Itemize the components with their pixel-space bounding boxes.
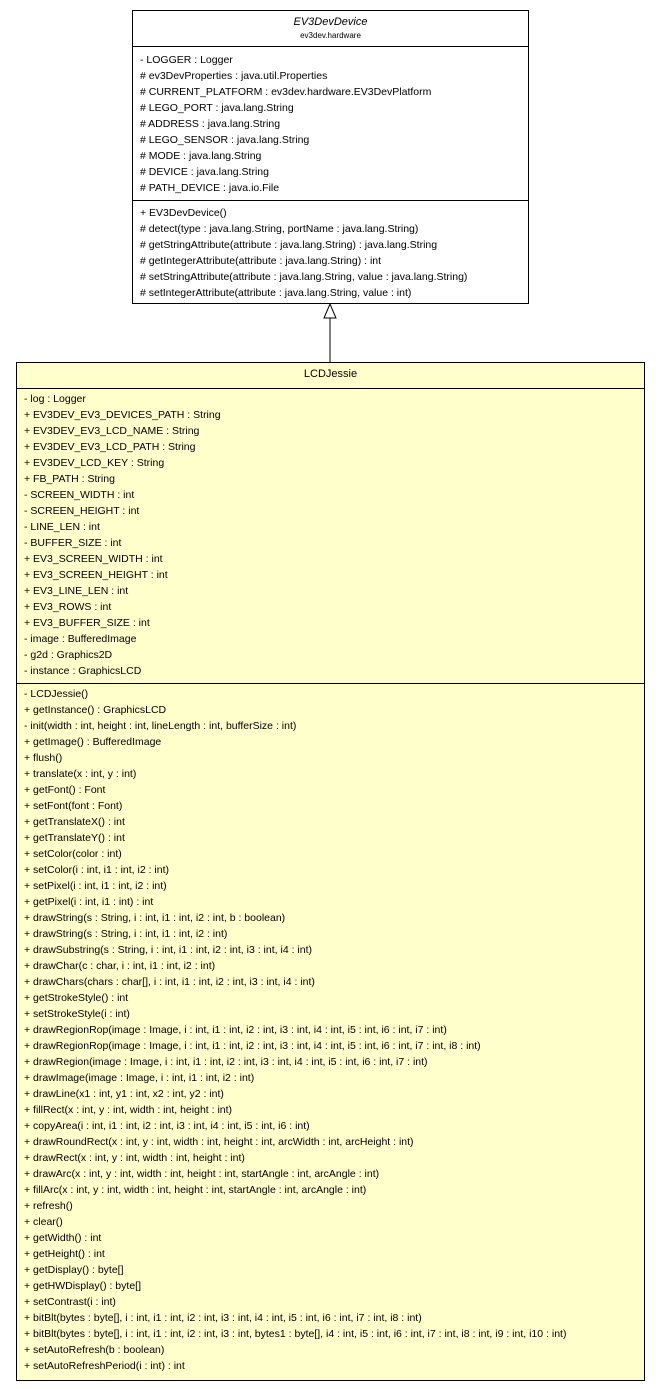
- operation-row: + bitBlt(bytes : byte[], i : int, i1 : int, i2 : int, i3 : int, i4 : int, i5 : int, i6 : int, i7 : int, i8 : int): [24, 1312, 422, 1324]
- operation-row: + drawRegionRop(image : Image, i : int, i1 : int, i2 : int, i3 : int, i4 : int, i5 : int, i6 : int, i7 : int, i8 : int): [24, 1040, 481, 1052]
- operation-row: + getFont() : Font: [24, 784, 106, 796]
- attribute-row: - SCREEN_HEIGHT : int: [24, 505, 140, 517]
- attribute-row: - LOGGER : Logger: [140, 54, 233, 66]
- operation-row: + setAutoRefreshPeriod(i : int) : int: [24, 1360, 185, 1372]
- attributes-section: [17, 389, 644, 683]
- operation-row: + setColor(color : int): [24, 848, 122, 860]
- attribute-row: - SCREEN_WIDTH : int: [24, 489, 135, 501]
- attribute-row: + EV3DEV_EV3_LCD_PATH : String: [24, 441, 196, 453]
- operation-row: + getHWDisplay() : byte[]: [24, 1280, 141, 1292]
- attribute-row: + EV3_LINE_LEN : int: [24, 585, 129, 597]
- attribute-row: - LINE_LEN : int: [24, 521, 100, 533]
- class-box-ev3devdevice[interactable]: [132, 10, 529, 304]
- attribute-row: + EV3_BUFFER_SIZE : int: [24, 617, 150, 629]
- operation-row: + drawString(s : String, i : int, i1 : int, i2 : int): [24, 928, 228, 940]
- attribute-row: # ADDRESS : java.lang.String: [140, 118, 281, 130]
- attribute-row: - log : Logger: [24, 393, 86, 405]
- operation-row: + drawImage(image : Image, i : int, i1 : int, i2 : int): [24, 1072, 255, 1084]
- operation-row: + drawRegion(image : Image, i : int, i1 : int, i2 : int, i3 : int, i4 : int, i5 : int, i6 : int, i7 : int): [24, 1056, 428, 1068]
- class-box-lcdjessie[interactable]: [16, 362, 645, 1381]
- attribute-row: + FB_PATH : String: [24, 473, 115, 485]
- operation-row: + drawChars(chars : char[], i : int, i1 : int, i2 : int, i3 : int, i4 : int): [24, 976, 315, 988]
- operation-row: - init(width : int, height : int, lineLength : int, bufferSize : int): [24, 720, 297, 732]
- attribute-row: # LEGO_PORT : java.lang.String: [140, 102, 294, 114]
- attribute-row: + EV3_SCREEN_WIDTH : int: [24, 553, 163, 565]
- operation-row: + drawLine(x1 : int, y1 : int, x2 : int, y2 : int): [24, 1088, 224, 1100]
- operation-row: + drawArc(x : int, y : int, width : int, height : int, startAngle : int, arcAngle : int): [24, 1168, 380, 1180]
- operation-row: + drawRoundRect(x : int, y : int, width : int, height : int, arcWidth : int, arcHeight : int): [24, 1136, 414, 1148]
- operation-row: + copyArea(i : int, i1 : int, i2 : int, i3 : int, i4 : int, i5 : int, i6 : int): [24, 1120, 310, 1132]
- attribute-row: + EV3_ROWS : int: [24, 601, 112, 613]
- operation-row: + getWidth() : int: [24, 1232, 102, 1244]
- operation-row: # setStringAttribute(attribute : java.lang.String, value : java.lang.String): [140, 271, 468, 283]
- operation-row: + drawRect(x : int, y : int, width : int, height : int): [24, 1152, 245, 1164]
- operation-row: + getStrokeStyle() : int: [24, 992, 129, 1004]
- operation-row: # detect(type : java.lang.String, portName : java.lang.String): [140, 223, 419, 235]
- operation-row: + drawRegionRop(image : Image, i : int, i1 : int, i2 : int, i3 : int, i4 : int, i5 : int, i6 : int, i7 : int): [24, 1024, 447, 1036]
- attribute-row: # MODE : java.lang.String: [140, 150, 262, 162]
- operation-row: - LCDJessie(): [24, 688, 89, 700]
- attribute-row: - g2d : Graphics2D: [24, 649, 113, 661]
- attribute-row: # ev3DevProperties : java.util.Properties: [140, 70, 328, 82]
- operation-row: + getPixel(i : int, i1 : int) : int: [24, 896, 154, 908]
- operation-row: + setAutoRefresh(b : boolean): [24, 1344, 165, 1356]
- operation-row: + getTranslateY() : int: [24, 832, 125, 844]
- operation-row: + clear(): [24, 1216, 63, 1228]
- operation-row: + setColor(i : int, i1 : int, i2 : int): [24, 864, 170, 876]
- class-package: ev3dev.hardware: [300, 31, 361, 40]
- operation-row: + drawChar(c : char, i : int, i1 : int, i2 : int): [24, 960, 216, 972]
- operation-row: + setPixel(i : int, i1 : int, i2 : int): [24, 880, 167, 892]
- operation-row: + bitBlt(bytes : byte[], i : int, i1 : int, i2 : int, i3 : int, bytes1 : byte[], i4 : int, i5 : int, i6 : int, i7 : int, i8 : int, i9 : int, i10 : int): [24, 1328, 567, 1340]
- attribute-row: - instance : GraphicsLCD: [24, 665, 142, 677]
- attributes-section: [133, 47, 528, 200]
- attribute-row: # DEVICE : java.lang.String: [140, 166, 269, 178]
- attribute-row: - image : BufferedImage: [24, 633, 137, 645]
- attribute-row: - BUFFER_SIZE : int: [24, 537, 122, 549]
- operation-row: + getTranslateX() : int: [24, 816, 125, 828]
- attribute-row: + EV3DEV_EV3_DEVICES_PATH : String: [24, 409, 221, 421]
- operation-row: # setIntegerAttribute(attribute : java.lang.String, value : int): [140, 287, 412, 299]
- operations-section: [17, 683, 644, 1378]
- inheritance-arrowhead: [324, 304, 336, 318]
- class-header: LCDJessie: [17, 363, 644, 389]
- operation-row: + drawString(s : String, i : int, i1 : int, i2 : int, b : boolean): [24, 912, 286, 924]
- operation-row: + fillArc(x : int, y : int, width : int, height : int, startAngle : int, arcAngle : int): [24, 1184, 367, 1196]
- operation-row: + getDisplay() : byte[]: [24, 1264, 124, 1276]
- class-header: [133, 11, 528, 47]
- attribute-row: # LEGO_SENSOR : java.lang.String: [140, 134, 310, 146]
- operation-row: # getIntegerAttribute(attribute : java.lang.String) : int: [140, 255, 382, 267]
- attribute-row: + EV3DEV_LCD_KEY : String: [24, 457, 165, 469]
- operation-row: + setFont(font : Font): [24, 800, 123, 812]
- operation-row: + refresh(): [24, 1200, 73, 1212]
- operation-row: + flush(): [24, 752, 63, 764]
- operation-row: + getImage() : BufferedImage: [24, 736, 162, 748]
- operation-row: + fillRect(x : int, y : int, width : int, height : int): [24, 1104, 233, 1116]
- attribute-row: + EV3DEV_EV3_LCD_NAME : String: [24, 425, 200, 437]
- attribute-row: # PATH_DEVICE : java.io.File: [140, 182, 280, 194]
- operation-row: + EV3DevDevice(): [140, 207, 227, 219]
- attribute-row: + EV3_SCREEN_HEIGHT : int: [24, 569, 168, 581]
- operation-row: + translate(x : int, y : int): [24, 768, 137, 780]
- operation-row: + getHeight() : int: [24, 1248, 105, 1260]
- operation-row: # getStringAttribute(attribute : java.lang.String) : java.lang.String: [140, 239, 438, 251]
- operations-section: [133, 200, 528, 305]
- operation-row: + setStrokeStyle(i : int): [24, 1008, 130, 1020]
- operation-row: + setContrast(i : int): [24, 1296, 116, 1308]
- operation-row: + drawSubstring(s : String, i : int, i1 : int, i2 : int, i3 : int, i4 : int): [24, 944, 312, 956]
- class-name: EV3DevDevice: [293, 16, 368, 28]
- attribute-row: # CURRENT_PLATFORM : ev3dev.hardware.EV3DevPlatform: [140, 86, 432, 98]
- operation-row: + getInstance() : GraphicsLCD: [24, 704, 167, 716]
